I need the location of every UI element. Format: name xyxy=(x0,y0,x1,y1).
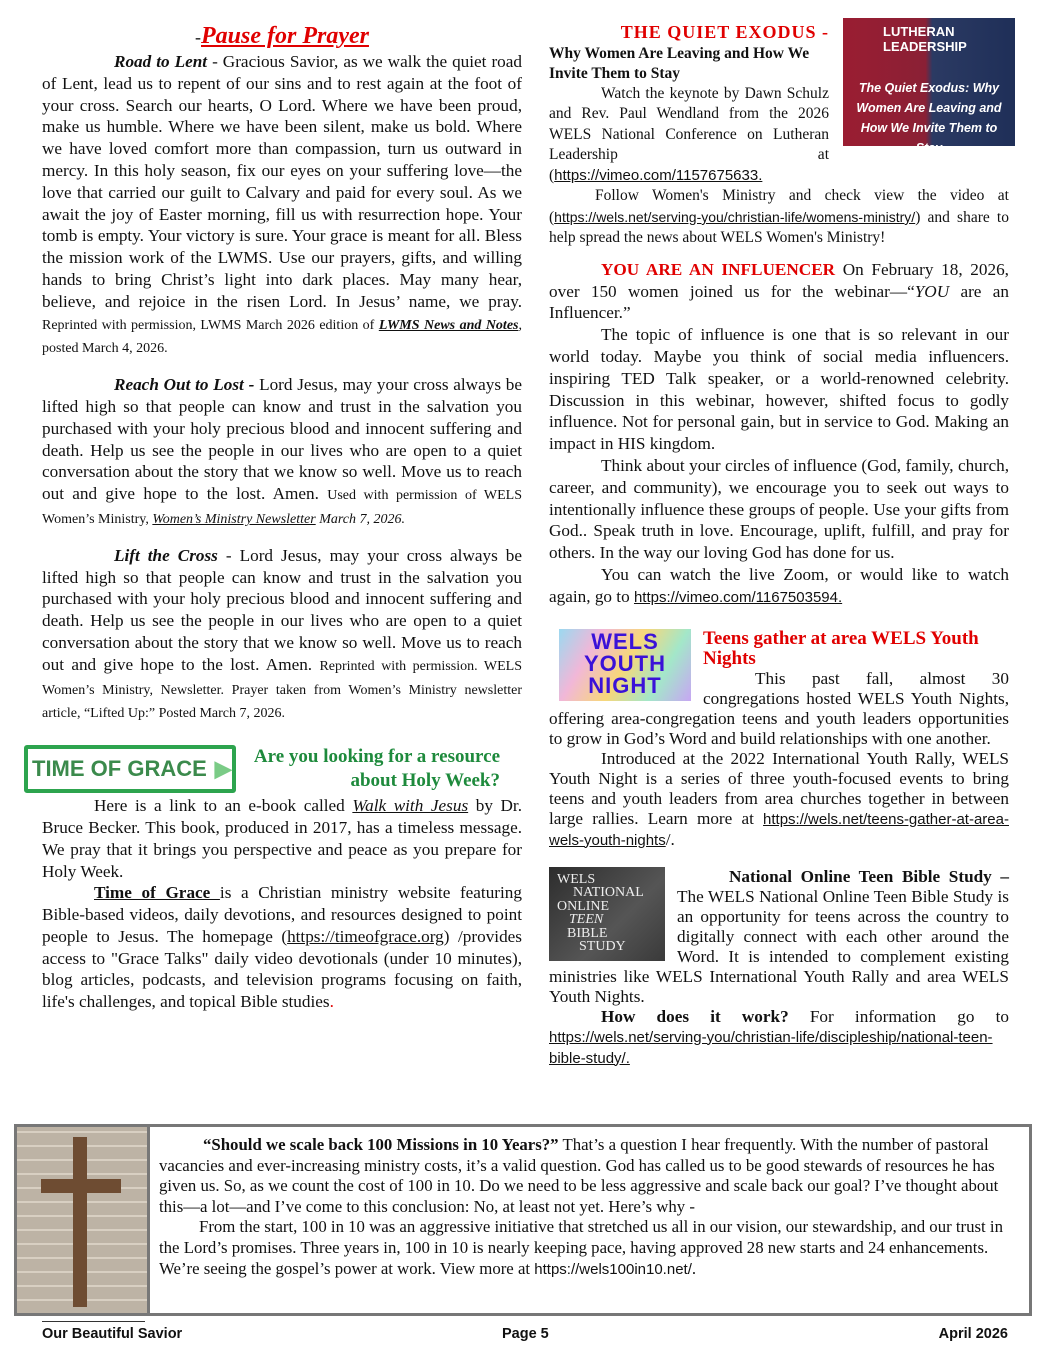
teen-bible-study-section: WELS NATIONAL ONLINE TEEN BIBLE STUDY National Online Teen Bible Study – The WELS National Online Teen Bible Study is an opportunity for teens across the country to digitally connect with each other around the Word. It is intended to complement existing ministries like WELS International Youth Rally and area WELS Youth Nights. How does it work? For information go to https://wels.net/serving-you/christian-life/discipleship/national-teen-bible-study/. xyxy=(549,866,1009,1067)
walk-with-jesus-paragraph: Here is a link to an e-book called Walk with Jesus by Dr. Bruce Becker. This book, produced in 2017, has a timeless message. We pray that it brings you perspective and peace as you prepare for Holy Week. xyxy=(42,796,523,881)
youth-nights-heading: Teens gather at area WELS Youth Nights xyxy=(703,627,979,669)
lwms-news-link[interactable]: LWMS News and Notes xyxy=(378,317,519,333)
teen-bible-study-link[interactable]: https://wels.net/serving-you/christian-life/discipleship/national-teen-bible-study/. xyxy=(549,1028,993,1067)
quiet-exodus-heading: THE QUIET EXODUS - xyxy=(620,22,829,42)
play-icon: ▶ xyxy=(214,756,232,782)
footer-publication: Our Beautiful Savior xyxy=(42,1326,183,1342)
womens-ministry-newsletter-link[interactable]: Women’s Ministry Newsletter xyxy=(152,511,316,527)
right-column xyxy=(549,22,1009,1069)
left-column xyxy=(32,22,523,1013)
missions-callout-text: “Should we scale back 100 Missions in 10 Years?” That’s a question I hear frequently. With the number of pastoral vacancies and ever-increasing ministry costs, it’s a valid question. God has called us to be good stewards of resources he has given us. So, as we count the cost of 100 in 10. Do we need to be less aggressive and scale back our goal? I’ve thought about this—a lot—and I’ve come to this conclusion: No, at least not yet. Here’s why - From the start, 100 in 10 was an aggressive initiative that stretched us all in our vision, our stewardship, and our trust in the Lord’s promises. Three years in, 100 in 10 is nearly keeping pace, having approved 28 new starts and 24 enhancements. We’re seeing the gospel’s power at work. View more at https://wels100in10.net/. xyxy=(159,1135,1003,1278)
prayer-reach-out: Reach Out to Lost - Lord Jesus, may your cross always be lifted high so that people can know and trust in the salvation you purchased with your holy precious blood and innocent suffering and death. Help us see the people in our lives who are open to a quiet conversation about the story that we know so well. Move us to reach out and give hope to the lost. Amen. Used with permission of WELS Women’s Ministry, Women’s Ministry Newsletter March 7, 2026. xyxy=(42,375,522,527)
footer-rule xyxy=(42,1321,145,1322)
quiet-exodus-section xyxy=(549,22,1009,249)
timeofgrace-url-link[interactable]: https://timeofgrace.org xyxy=(287,926,444,946)
prayer-road-to-lent: Road to Lent - Gracious Savior, as we walk the quiet road of Lent, lead us to repent of our sins and to rest again at the foot of your cross. Search our hearts, O Lord. Where we have been proud, make us humble. Where we have been silent, make us bold. Where we have loved comfort more than compassion, turn us outward in mercy. In this holy season, fix our eyes on your suffering love—the love that carried our guilt to Calvary and paid for every soul. As we await the joy of Easter morning, fill us with resurrection hope. Your tomb is empty. Your victory is sure. Your grace is meant for all. Bless the mission work of the LWMS. Use our prayers, gifts, and willing hands to bring Christ’s light into dark places. May many hear, believe, and rejoice in the risen Lord. In Jesus’ name, we pray. Reprinted with permission, LWMS March 2026 edition of LWMS News and Notes, posted March 4, 2026. xyxy=(42,52,522,357)
footer-date: April 2026 xyxy=(938,1326,1008,1342)
youth-nights-link[interactable]: https://wels.net/teens-gather-at-area-wels-youth-nights xyxy=(549,810,1009,849)
time-of-grace-paragraph: Time of Grace is a Christian ministry website featuring Bible-based videos, daily devotions, and resources designed to point people to Jesus. The homepage (https://timeofgrace.org) /provides access to "Grace Talks" daily video devotionals (under 10 minutes), blog articles, podcasts, and television programs focusing on faith, life's challenges, and topical Bible studies. xyxy=(42,883,522,1012)
prayer-lift-the-cross: Lift the Cross - Lord Jesus, may your cross always be lifted high so that people can know and trust in the salvation you purchased with your holy precious blood and innocent suffering and death. Help us see the people in our lives who are open to a quiet conversation about the story that we know so well. Move us to reach out and give hope to the lost. Amen. Reprinted with permission. WELS Women’s Ministry, Newsletter. Prayer taken from Women’s Ministry newsletter article, “Lifted Up:” Posted March 7, 2026. xyxy=(42,545,523,722)
wels100in10-link[interactable]: https://wels100in10.net/ xyxy=(534,1260,692,1278)
vimeo-webinar-link[interactable]: https://vimeo.com/1167503594. xyxy=(633,588,843,606)
walk-with-jesus-link[interactable]: Walk with Jesus xyxy=(352,796,469,816)
teen-bible-study-image: WELS NATIONAL ONLINE TEEN BIBLE STUDY xyxy=(549,867,665,961)
quiet-exodus-subheading: Why Women Are Leaving and How We Invite Them to Stay xyxy=(549,44,810,82)
youth-nights-section: WELS YOUTH NIGHT Teens gather at area WELS Youth Nights This past fall, almost 30 congregations hosted WELS Youth Nights, offering area-congregation teens and youth leaders opportunities to grow in God’s Word and build relationships with one another. Introduced at the 2022 International Youth Rally, WELS Youth Night is a series of three youth-focused events to bring teens and youth leaders from area churches together in between large rallies. Learn more at https://wels.net/teens-gather-at-area-wels-youth-nights/. xyxy=(549,627,1009,849)
missions-callout-box xyxy=(14,1124,1032,1316)
influencer-section: YOU ARE AN INFLUENCER On February 18, 2026, over 150 women joined us for the webinar—“YOU are an Influencer.” The topic of influence is one that is so relevant in our world today. Maybe you think of social media influencers. inspiring TED Talk speaker, or a world-renowned celebrity. Discussion in this webinar, however, shifted focus to godly influence. Not for personal gain, but in service to God. Making an impact in HIS kingdom. Think about your circles of influence (God, family, church, career, and community), we encourage you to seek out ways to intentionally influence these groups of people. Use your gifts from God.. Speak truth in love. Encourage, uplift, fulfill, and pray for others. In the way our loving God has done for us. You can watch the live Zoom, or would like to watch again, go to https://vimeo.com/1167503594. xyxy=(549,259,1009,606)
quiet-exodus-p1: Watch the keynote by Dawn Schulz and Rev. Paul Wendland from the 2026 WELS National Conference on Lutheran Leadership at (https://vimeo.com/1157675633. xyxy=(549,84,829,184)
lutheran-leadership-image: LUTHERAN LEADERSHIP The Quiet Exodus: Why Women Are Leaving and How We Invite Them to Stay xyxy=(843,18,1015,146)
footer-page-number: Page 5 xyxy=(502,1326,549,1342)
womens-ministry-link[interactable]: https://wels.net/serving-you/christian-life/womens-ministry/ xyxy=(554,208,916,225)
influencer-heading: YOU ARE AN INFLUENCER xyxy=(601,259,836,279)
cross-on-stone-image xyxy=(17,1127,150,1313)
wels-youth-night-image: WELS YOUTH NIGHT xyxy=(559,629,691,701)
quiet-exodus-p2: Follow Women's Ministry and check view the video at (https://wels.net/serving-you/christian-life/womens-ministry/) and share to help spread the news about WELS Women's Ministry! xyxy=(549,187,1009,247)
time-of-grace-section xyxy=(32,745,523,1013)
vimeo-keynote-link[interactable]: https://vimeo.com/1157675633. xyxy=(554,166,763,184)
pause-for-prayer-title: -Pause for Prayer xyxy=(195,23,369,49)
teen-bible-study-heading: National Online Teen Bible Study – xyxy=(729,866,1009,886)
time-of-grace-link[interactable]: Time of Grace xyxy=(94,883,220,903)
holy-week-heading: Are you looking for a resource about Holy Week? xyxy=(253,746,500,792)
time-of-grace-logo: TIME OF GRACE ▶ xyxy=(24,745,236,793)
